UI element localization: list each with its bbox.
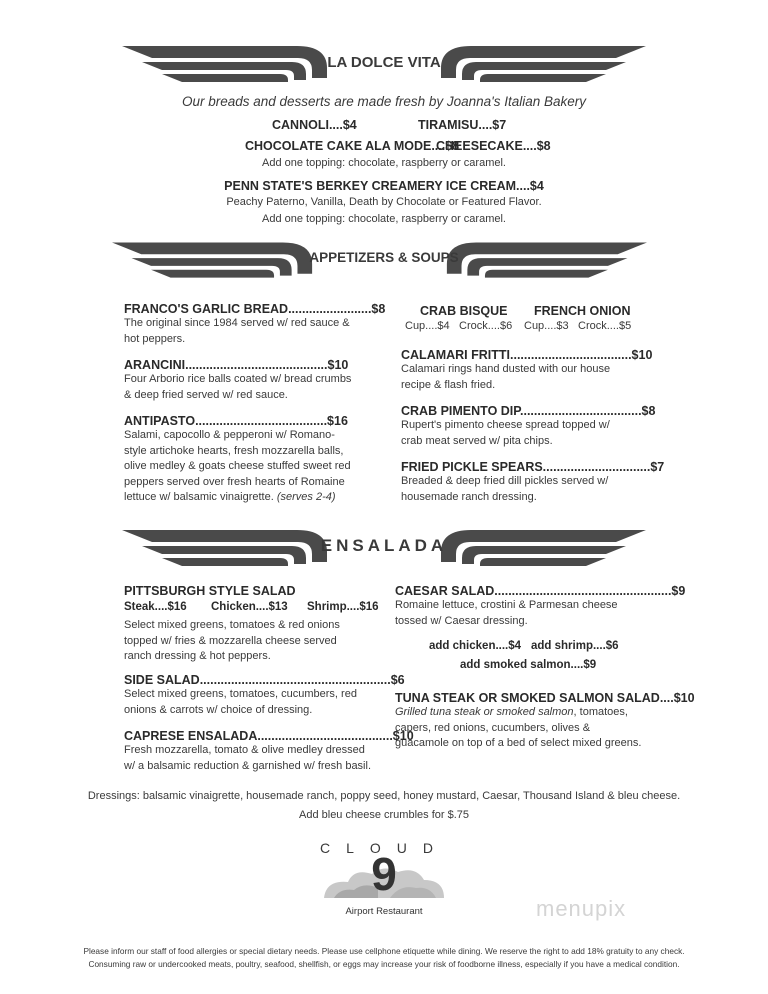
footer-note-2: Consuming raw or undercooked meats, poultry, seafood, shellfish, or eggs may increase your risk of foodborne illness, especially if you have a medical condition. xyxy=(88,959,680,969)
arancini-item xyxy=(124,358,356,403)
wing-left-icon xyxy=(112,242,317,282)
caesar-add-chicken: add chicken....$4 xyxy=(429,640,522,652)
pittsburgh-shrimp: Shrimp....$16 xyxy=(307,601,379,613)
antipasto-name: ANTIPASTO......................................$16 xyxy=(124,414,348,428)
footer-note-1: Please inform our staff of food allergies or special dietary needs. Please use cellphone etiquette while dining. We reserve the right to add 18% gratuity to any check. xyxy=(83,946,685,956)
crab-pimento-desc: Rupert's pimento cheese spread topped w/ crab meat served w/ pita chips. xyxy=(401,419,610,447)
side-salad-item xyxy=(124,673,405,718)
tuna-desc-italic: Grilled tuna steak or smoked salmon xyxy=(395,706,574,718)
cheesecake-item: CHEESECAKE....$8 xyxy=(436,139,551,153)
logo-number: 9 xyxy=(371,848,397,900)
tuna-item xyxy=(395,691,695,752)
bleu-cheese-note: Add bleu cheese crumbles for $.75 xyxy=(299,809,469,821)
wing-right-icon xyxy=(436,46,646,86)
caesar-add-salmon: add smoked salmon....$9 xyxy=(460,659,597,671)
crab-pimento-name: CRAB PIMENTO DIP...................................$8 xyxy=(401,404,656,418)
crab-bisque-cup: Cup....$4 xyxy=(405,320,450,332)
ice-cream-flavors: Peachy Paterno, Vanilla, Death by Chocolate or Featured Flavor. xyxy=(226,196,542,208)
garlic-bread-name: FRANCO'S GARLIC BREAD........................$8 xyxy=(124,302,386,316)
section-banner-appetizers xyxy=(0,238,768,280)
topping-note-1: Add one topping: chocolate, raspberry or caramel. xyxy=(262,157,506,169)
tuna-desc: , tomatoes, capers, red onions, cucumbers, olives & guacamole on top of a bed of select mixed greens. xyxy=(395,706,642,749)
section-banner-dolce xyxy=(0,44,768,86)
caprese-desc: Fresh mozzarella, tomato & olive medley dressed w/ a balsamic reduction & garnished w/ fresh basil. xyxy=(124,744,372,772)
ice-cream-item: PENN STATE'S BERKEY CREAMERY ICE CREAM....$4 xyxy=(224,179,544,193)
section-title-dolce: LA DOLCE VITA xyxy=(327,54,441,71)
antipasto-desc: Salami, capocollo & pepperoni w/ Romano-style artichoke hearts, fresh mozzarella balls, olive medley & goats cheese stuffed sweet red peppers served over fresh hearts of Romaine lettuce w/ balsamic vinaigrette. xyxy=(124,429,351,503)
calamari-item xyxy=(401,348,653,393)
arancini-name: ARANCINI.........................................$10 xyxy=(124,358,349,372)
calamari-desc: Calamari rings hand dusted with our house recipe & flash fried. xyxy=(401,363,611,391)
pickle-item xyxy=(401,460,665,505)
pickle-name: FRIED PICKLE SPEARS...............................$7 xyxy=(401,460,665,474)
logo-word: CLOUD xyxy=(320,840,450,856)
french-onion-name: FRENCH ONION xyxy=(534,304,631,318)
side-salad-desc: Select mixed greens, tomatoes, cucumbers, red onions & carrots w/ choice of dressing. xyxy=(124,688,357,716)
antipasto-item xyxy=(124,414,356,506)
topping-note-2: Add one topping: chocolate, raspberry or caramel. xyxy=(262,213,506,225)
cloud9-logo xyxy=(320,840,448,920)
section-banner-ensalada xyxy=(0,526,768,570)
caesar-desc: Romaine lettuce, crostini & Parmesan cheese tossed w/ Caesar dressing. xyxy=(395,599,618,627)
side-salad-name: SIDE SALAD.......................................................$6 xyxy=(124,673,405,687)
antipasto-serves-note: (serves 2-4) xyxy=(276,491,336,503)
wing-right-icon xyxy=(436,530,646,570)
dolce-tagline: Our breads and desserts are made fresh by Joanna's Italian Bakery xyxy=(181,94,587,109)
garlic-bread-item xyxy=(124,302,386,347)
pittsburgh-desc: Select mixed greens, tomatoes & red onions topped w/ fries & mozzarella cheese served ranch dressing & hot peppers. xyxy=(124,619,340,662)
section-title-ensalada: ENSALADA xyxy=(320,536,448,555)
french-onion-cup: Cup....$3 xyxy=(524,320,569,332)
arancini-desc: Four Arborio rice balls coated w/ bread crumbs & deep fried served w/ red sauce. xyxy=(124,373,352,401)
pittsburgh-name: PITTSBURGH STYLE SALAD xyxy=(124,584,296,598)
crab-bisque-name: CRAB BISQUE xyxy=(420,304,508,318)
wing-left-icon xyxy=(122,46,332,86)
section-title-appetizers: APPETIZERS & SOUPS xyxy=(309,250,459,265)
tiramisu-item: TIRAMISU....$7 xyxy=(418,118,507,132)
crab-bisque-crock: Crock....$6 xyxy=(459,320,513,332)
cannoli-item: CANNOLI....$4 xyxy=(272,118,357,132)
wing-right-icon xyxy=(442,242,647,282)
pickle-desc: Breaded & deep fried dill pickles served w/ housemade ranch dressing. xyxy=(401,475,609,503)
calamari-name: CALAMARI FRITTI...................................$10 xyxy=(401,348,653,362)
garlic-bread-desc: The original since 1984 served w/ red sauce & hot peppers. xyxy=(124,317,350,345)
pittsburgh-steak: Steak....$16 xyxy=(124,601,187,613)
chocolate-cake-item: CHOCOLATE CAKE ALA MODE....$8 xyxy=(245,139,460,153)
logo-subtitle: Airport Restaurant xyxy=(345,906,423,917)
crab-pimento-item xyxy=(401,404,656,449)
caesar-name: CAESAR SALAD...................................................$9 xyxy=(395,584,686,598)
tuna-name: TUNA STEAK OR SMOKED SALMON SALAD....$10 xyxy=(395,691,695,705)
dressings-note: Dressings: balsamic vinaigrette, housemade ranch, poppy seed, honey mustard, Caesar, Thousand Island & bleu cheese. xyxy=(87,790,681,802)
wing-left-icon xyxy=(122,530,332,570)
caprese-item xyxy=(124,729,414,774)
pittsburgh-chicken: Chicken....$13 xyxy=(211,601,288,613)
menupix-watermark: menupix xyxy=(536,896,627,921)
caprese-name: CAPRESE ENSALADA.......................................$10 xyxy=(124,729,414,743)
caesar-add-shrimp: add shrimp....$6 xyxy=(531,640,619,652)
french-onion-crock: Crock....$5 xyxy=(578,320,632,332)
caesar-item xyxy=(395,584,686,629)
